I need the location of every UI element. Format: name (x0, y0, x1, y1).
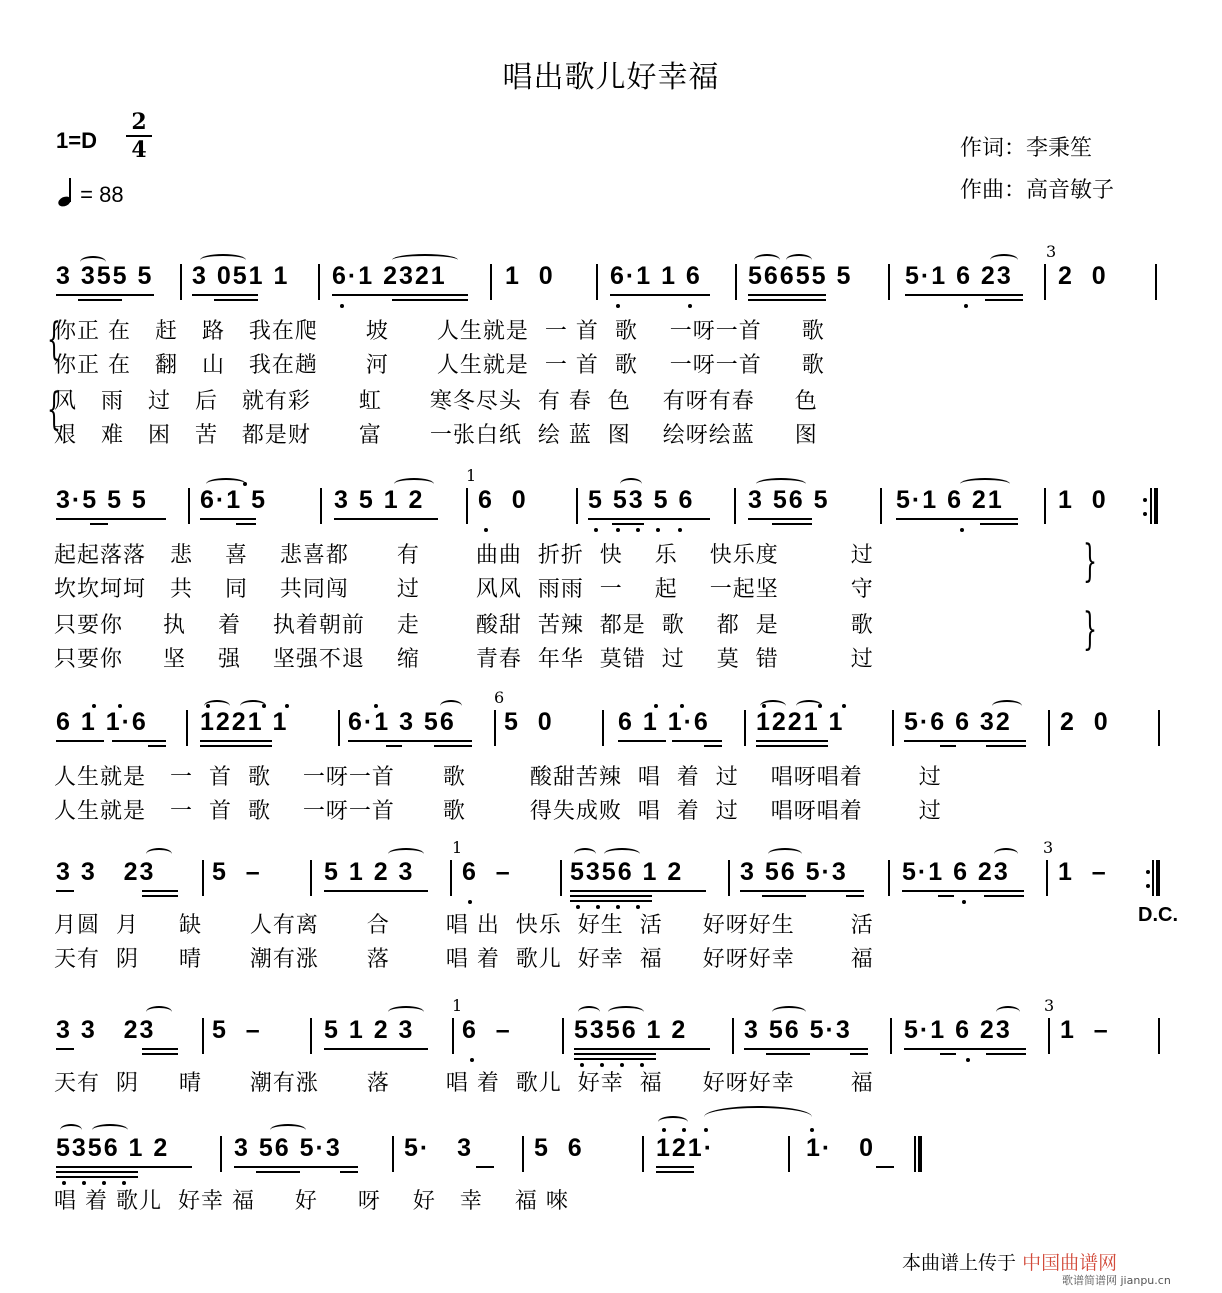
octave-dot-high (680, 704, 684, 708)
lyric-line: 天有 阴 晴 潮有涨 落 唱 着 歌儿 好幸 福 好呀好幸 福 (54, 1071, 874, 1096)
tempo-marking (58, 178, 124, 208)
measure: 5·1 6 21 (896, 486, 1004, 514)
beam (570, 890, 706, 892)
measure: 3 56 5·3 (234, 1134, 342, 1162)
beam (200, 745, 272, 747)
octave-dot-low (962, 900, 966, 904)
barline (1158, 710, 1160, 746)
octave-dot-low (964, 304, 968, 308)
beam (56, 518, 166, 520)
beam (904, 1048, 1026, 1050)
volta-number: 3 (1044, 996, 1055, 1015)
lyric-line: 唱 着 歌儿 好幸 福 好 呀 好 幸 福 唻 (54, 1189, 569, 1214)
slur (786, 254, 812, 266)
measure: 1 – (1060, 1016, 1110, 1044)
quarter-note-icon (58, 178, 74, 208)
barline (338, 710, 340, 746)
measure: 5 53 5 6 (588, 486, 695, 514)
beam (56, 890, 74, 892)
beam (570, 895, 652, 897)
beam (324, 1048, 428, 1050)
measure: 1221 1 (756, 708, 845, 736)
beam (612, 523, 644, 525)
barline (490, 264, 492, 300)
beam (986, 1053, 1026, 1055)
beam (256, 1171, 300, 1173)
measure: 1221 1 (200, 708, 289, 736)
beam (142, 895, 178, 897)
barline (888, 860, 890, 896)
octave-dot-high (818, 704, 822, 708)
beam (56, 1048, 74, 1050)
octave-dot-high (206, 704, 210, 708)
barline (1046, 860, 1048, 896)
measure: 5 0 (504, 708, 554, 736)
measure: 3 355 5 (56, 262, 154, 290)
volta-number: 3 (1043, 838, 1054, 857)
beam (148, 745, 166, 747)
barline (890, 1018, 892, 1054)
beam (56, 1171, 138, 1173)
lyric-line: 月圆 月 缺 人有离 合 唱 出 快乐 好生 活 好呀好生 活 (54, 913, 874, 938)
slur (604, 848, 640, 860)
beam (588, 518, 710, 520)
repeat-dot (1146, 870, 1150, 874)
repeat-dot (1146, 884, 1150, 888)
barline (320, 488, 322, 524)
octave-dot-low (470, 1058, 474, 1062)
key-signature: 1=D (56, 128, 97, 153)
barline (1048, 710, 1050, 746)
slur (658, 1116, 688, 1128)
octave-dot-high (704, 1128, 708, 1132)
beam (938, 895, 954, 897)
slur (206, 478, 246, 490)
beam (476, 1166, 494, 1168)
barline (392, 1136, 394, 1172)
beam (324, 890, 428, 892)
slur (80, 256, 106, 268)
slur (994, 848, 1018, 860)
barline (1044, 264, 1046, 300)
lyric-line: 人生就是 一 首 歌 一呀一首 歌 酸甜苦辣 唱 着 过 唱呀唱着 过 (54, 765, 942, 790)
measure: 5356 1 2 (574, 1016, 688, 1044)
beam (748, 518, 812, 520)
slur (754, 254, 780, 266)
barline (560, 860, 562, 896)
barline (1044, 488, 1046, 524)
slur (92, 1124, 128, 1136)
beam (348, 740, 472, 742)
octave-dot-high (810, 1128, 814, 1132)
octave-dot-high (682, 1128, 686, 1132)
beam (56, 1176, 138, 1178)
measure: 6 0 (478, 486, 528, 514)
slur (388, 1006, 424, 1018)
measure: 1 0 (1058, 486, 1108, 514)
octave-dot-low (966, 1058, 970, 1062)
beam (748, 299, 826, 301)
octave-dot-low (960, 528, 964, 532)
measure: 6·1 2321 (332, 262, 447, 290)
beam (214, 299, 258, 301)
measure: 56655 5 (748, 262, 853, 290)
beam (200, 518, 256, 520)
beam (142, 1048, 178, 1050)
barline (1158, 1018, 1160, 1054)
measure: 5 6 (534, 1134, 584, 1162)
barline (880, 488, 882, 524)
barline (202, 860, 204, 896)
barline (1155, 264, 1157, 300)
octave-dot-high (285, 704, 289, 708)
slur (200, 254, 246, 266)
repeat-dot (1143, 512, 1147, 516)
measure: 6 – (462, 1016, 512, 1044)
beam (56, 1166, 192, 1168)
volta-number: 6 (494, 688, 505, 707)
octave-dot-low (340, 304, 344, 308)
slur (960, 478, 1010, 490)
tie (704, 1106, 812, 1128)
beam (850, 1053, 868, 1055)
beam (200, 740, 272, 742)
beam (672, 740, 722, 742)
beam (236, 523, 256, 525)
song-title: 唱出歌儿好幸福 (502, 60, 720, 95)
beam (762, 895, 806, 897)
barline (1048, 1018, 1050, 1054)
octave-dot-low (468, 900, 472, 904)
barline (744, 710, 746, 746)
octave-dot-high (92, 704, 96, 708)
octave-dot-low (616, 304, 620, 308)
barline (788, 1136, 790, 1172)
beam (766, 1053, 810, 1055)
octave-dot-high (842, 704, 846, 708)
beam (434, 745, 472, 747)
measure: 5·1 6 23 (902, 858, 1010, 886)
beam (772, 523, 812, 525)
beam (142, 1053, 178, 1055)
final-barline (914, 1136, 922, 1172)
beam (756, 740, 828, 742)
barline (576, 488, 578, 524)
credits (960, 128, 1114, 212)
measure: 3 051 1 (192, 262, 290, 290)
beam (392, 299, 468, 301)
octave-dot-low (656, 528, 660, 532)
beam (386, 745, 402, 747)
barline (728, 860, 730, 896)
barline (220, 1136, 222, 1172)
beam (748, 294, 826, 296)
lyric-line: 坎坎坷坷 共 同 共同闯 过 风风 雨雨 一 起 一起坚 守 (54, 577, 874, 602)
beam (574, 1048, 710, 1050)
volta-number: 3 (1046, 242, 1057, 261)
beam (756, 745, 828, 747)
octave-dot-high (374, 704, 378, 708)
beam (112, 740, 166, 742)
measure: 5 1 2 3 (324, 1016, 415, 1044)
verse-brace: { (1083, 536, 1097, 587)
repeat-end-barline (1150, 488, 1158, 524)
measure: 1 0 (505, 262, 555, 290)
measure: 5356 1 2 (56, 1134, 170, 1162)
beam (142, 890, 178, 892)
beam (846, 895, 864, 897)
measure: 2 0 (1060, 708, 1110, 736)
beam (234, 1166, 358, 1168)
verse-brace: { (47, 314, 61, 365)
verse-brace: { (1083, 604, 1097, 655)
lyric-line: 艰 难 困 苦 都是财 富 一张白纸 绘 蓝 图 绘呀绘蓝 图 (54, 423, 818, 448)
lyricist: 作词：李秉笙 (960, 136, 1093, 161)
lyric-line: 你正 在 翻 山 我在趟 河 人生就是 一 首 歌 一呀一首 歌 (54, 353, 825, 378)
slur (990, 254, 1018, 266)
lyric-line: 人生就是 一 首 歌 一呀一首 歌 得失成败 唱 着 过 唱呀唱着 过 (54, 799, 942, 824)
barline (180, 264, 182, 300)
slur (578, 1006, 600, 1018)
time-signature (126, 110, 152, 162)
beam (56, 740, 104, 742)
octave-dot-high (262, 704, 266, 708)
slur (996, 1006, 1020, 1018)
slur (392, 254, 458, 266)
octave-dot-low (484, 528, 488, 532)
repeat-dot (1143, 498, 1147, 502)
octave-dot-low (594, 528, 598, 532)
octave-dot-low (616, 528, 620, 532)
barline (562, 1018, 564, 1054)
beam (340, 1171, 358, 1173)
beam (940, 1053, 956, 1055)
barline (310, 1018, 312, 1054)
beam (704, 745, 722, 747)
slur (574, 848, 596, 860)
barline (522, 1136, 524, 1172)
measure: 3 3 23 (56, 858, 156, 886)
footer-upload-notice (902, 1248, 1117, 1275)
beam (334, 518, 438, 520)
beam (90, 523, 108, 525)
beam (56, 294, 154, 296)
measure: 6·1 1 6 (610, 262, 702, 290)
slur (146, 1006, 172, 1018)
slur (270, 1124, 306, 1136)
measure: 6 1 1·6 (56, 708, 148, 736)
measure: 3 5 1 2 (334, 486, 425, 514)
measure: 5356 1 2 (570, 858, 684, 886)
measure: 3 56 5 (748, 486, 830, 514)
measure: 6 – (462, 858, 512, 886)
beam (904, 740, 1026, 742)
lyric-line: 你正 在 赶 路 我在爬 坡 人生就是 一 首 歌 一呀一首 歌 (54, 319, 825, 344)
lyric-line: 只要你 执 着 执着朝前 走 酸甜 苦辣 都是 歌 都 是 歌 (54, 613, 874, 638)
volta-number: 1 (452, 996, 463, 1015)
measure: 5· 3 (404, 1134, 473, 1162)
slur (768, 848, 802, 860)
barline (596, 264, 598, 300)
measure: 3·5 5 5 (56, 486, 148, 514)
measure: 5·1 6 23 (905, 262, 1013, 290)
slur (772, 1006, 806, 1018)
lyric-line: 只要你 坚 强 坚强不退 缩 青春 年华 莫错 过 莫 错 过 (54, 647, 874, 672)
measure: 1 – (1058, 858, 1108, 886)
slur (60, 1124, 82, 1136)
barline (310, 860, 312, 896)
lyric-line: 风 雨 过 后 就有彩 虹 寒冬尽头 有 春 色 有呀有春 色 (54, 389, 818, 414)
measure: 6·1 5 (200, 486, 267, 514)
octave-dot-high (662, 1128, 666, 1132)
beam (744, 1048, 868, 1050)
barline (892, 710, 894, 746)
beam (940, 745, 956, 747)
measure: 3 56 5·3 (744, 1016, 852, 1044)
barline (318, 264, 320, 300)
slur (440, 700, 462, 712)
measure: 2 0 (1058, 262, 1108, 290)
site-brand[interactable]: 中国曲谱网 (1022, 1252, 1118, 1274)
beam (876, 1166, 894, 1168)
barline (186, 710, 188, 746)
volta-number: 1 (452, 838, 463, 857)
slur (146, 848, 172, 860)
footer-text: 本曲谱上传于 (902, 1252, 1017, 1274)
time-signature-bottom: 4 (131, 137, 147, 163)
octave-dot-high (118, 704, 122, 708)
beam (570, 900, 652, 902)
barline (452, 1018, 454, 1054)
beam (740, 890, 864, 892)
barline (734, 488, 736, 524)
octave-dot-high (654, 704, 658, 708)
tempo-value: = 88 (80, 182, 124, 207)
lyric-line: 天有 阴 晴 潮有涨 落 唱 着 歌儿 好幸 福 好呀好幸 福 (54, 947, 874, 972)
barline (888, 264, 890, 300)
measure: 5·1 6 23 (904, 1016, 1012, 1044)
barline (202, 1018, 204, 1054)
measure: 1· 0 (806, 1134, 875, 1162)
beam (574, 1053, 656, 1055)
barline (642, 1136, 644, 1172)
beam (192, 294, 258, 296)
measure: 6·1 3 56 (348, 708, 456, 736)
beam (332, 294, 468, 296)
beam (656, 1166, 694, 1168)
barline (602, 710, 604, 746)
octave-dot-low (688, 304, 692, 308)
measure: 3 3 23 (56, 1016, 156, 1044)
composer: 作曲：高音敏子 (960, 178, 1115, 203)
slur (756, 478, 806, 490)
beam (574, 1058, 656, 1060)
octave-dot-high (762, 704, 766, 708)
da-capo-marking: D.C. (1138, 904, 1178, 926)
volta-number: 1 (466, 466, 477, 485)
barline (188, 488, 190, 524)
measure: 3 56 5·3 (740, 858, 848, 886)
measure: 5 1 2 3 (324, 858, 415, 886)
measure: 121· (656, 1134, 715, 1162)
measure: 6 1 1·6 (618, 708, 710, 736)
barline (450, 860, 452, 896)
beam (902, 890, 1024, 892)
octave-dot-low (678, 528, 682, 532)
measure: 5 – (212, 1016, 262, 1044)
barline (735, 264, 737, 300)
lyric-line: 起起落落 悲 喜 悲喜都 有 曲曲 折折 快 乐 快乐度 过 (54, 543, 874, 568)
beam (610, 294, 710, 296)
barline (466, 488, 468, 524)
barline (732, 1018, 734, 1054)
beam (980, 523, 1018, 525)
verse-brace: { (47, 384, 61, 435)
watermark: 歌谱简谱网 jianpu.cn (1062, 1274, 1171, 1287)
slur (394, 478, 434, 490)
repeat-end-barline (1152, 860, 1160, 896)
beam (905, 294, 1023, 296)
slur (608, 1006, 644, 1018)
beam (78, 299, 122, 301)
beam (618, 740, 666, 742)
barline (494, 710, 496, 746)
beam (986, 745, 1026, 747)
measure: 5 – (212, 858, 262, 886)
slur (992, 700, 1022, 712)
slur (620, 478, 642, 490)
measure: 5·6 6 32 (904, 708, 1012, 736)
octave-dot-high (243, 482, 247, 486)
time-signature-top: 2 (131, 109, 147, 135)
beam (656, 1171, 694, 1173)
beam (984, 895, 1024, 897)
octave-dot-low (636, 528, 640, 532)
beam (985, 299, 1023, 301)
beam (896, 518, 1018, 520)
slur (388, 848, 424, 860)
